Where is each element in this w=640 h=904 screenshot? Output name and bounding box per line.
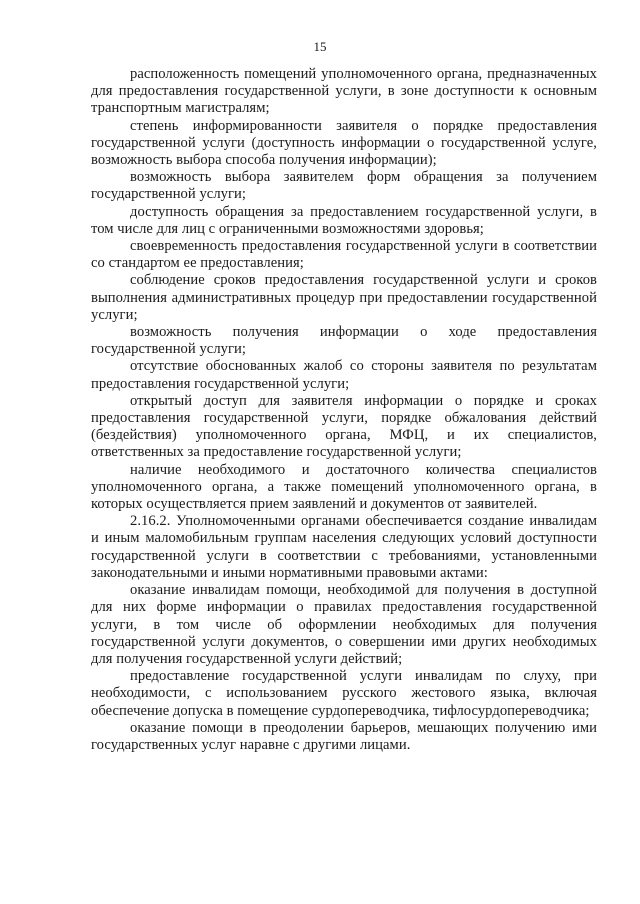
page-number: 15 bbox=[313, 39, 327, 54]
paragraph: отсутствие обоснованных жалоб со стороны заявителя по результатам предоставления государственной услуги; bbox=[91, 358, 597, 392]
paragraph: возможность выбора заявителем форм обращения за получением государственной услуги; bbox=[91, 169, 597, 203]
paragraph: расположенность помещений уполномоченного органа, предназначенных для предоставления государственной услуги, в зоне доступности к основным транспортным магистралям; bbox=[91, 66, 597, 117]
paragraph: оказание помощи в преодолении барьеров, мешающих получению ими государственных услуг наравне с другими лицами. bbox=[91, 719, 597, 753]
paragraph: своевременность предоставления государственной услуги в соответствии со стандартом ее предоставления; bbox=[91, 238, 597, 272]
paragraph: оказание инвалидам помощи, необходимой для получения в доступной для них форме информации о правилах предоставления государственной услуги, в том числе об оформлении необходимых для получения государственной услуги документов, о совершении ими других необходимых для получения государственной услуги действий; bbox=[91, 582, 597, 667]
document-body bbox=[91, 66, 597, 754]
paragraph: доступность обращения за предоставлением государственной услуги, в том числе для лиц с ограниченными возможностями здоровья; bbox=[91, 203, 597, 237]
paragraph: степень информированности заявителя о порядке предоставления государственной услуги (доступность информации о государственной услуге, возможность выбора способа получения информации); bbox=[91, 117, 597, 169]
paragraph: возможность получения информации о ходе предоставления государственной услуги; bbox=[91, 324, 597, 358]
paragraph: предоставление государственной услуги инвалидам по слуху, при необходимости, с использованием русского жестового языка, включая обеспечение допуска в помещение сурдопереводчика, тифлосурдопереводчика; bbox=[91, 668, 597, 719]
paragraph: наличие необходимого и достаточного количества специалистов уполномоченного органа, а также помещений уполномоченного органа, в которых осуществляется прием заявлений и документов от заявителей. bbox=[91, 461, 597, 513]
paragraph: 2.16.2. Уполномоченными органами обеспечивается создание инвалидам и иным маломобильным группам населения следующих условий доступности государственной услуги в соответствии с требованиями, установленными законодательными и иными нормативными правовыми актами: bbox=[91, 513, 597, 581]
paragraph: открытый доступ для заявителя информации о порядке и сроках предоставления государственной услуги, порядке обжалования действий (бездействия) уполномоченного органа, МФЦ, и их специалистов, ответственных за предоставление государственной услуги; bbox=[91, 392, 597, 461]
paragraph: соблюдение сроков предоставления государственной услуги и сроков выполнения административных процедур при предоставлении государственной услуги; bbox=[91, 272, 597, 323]
